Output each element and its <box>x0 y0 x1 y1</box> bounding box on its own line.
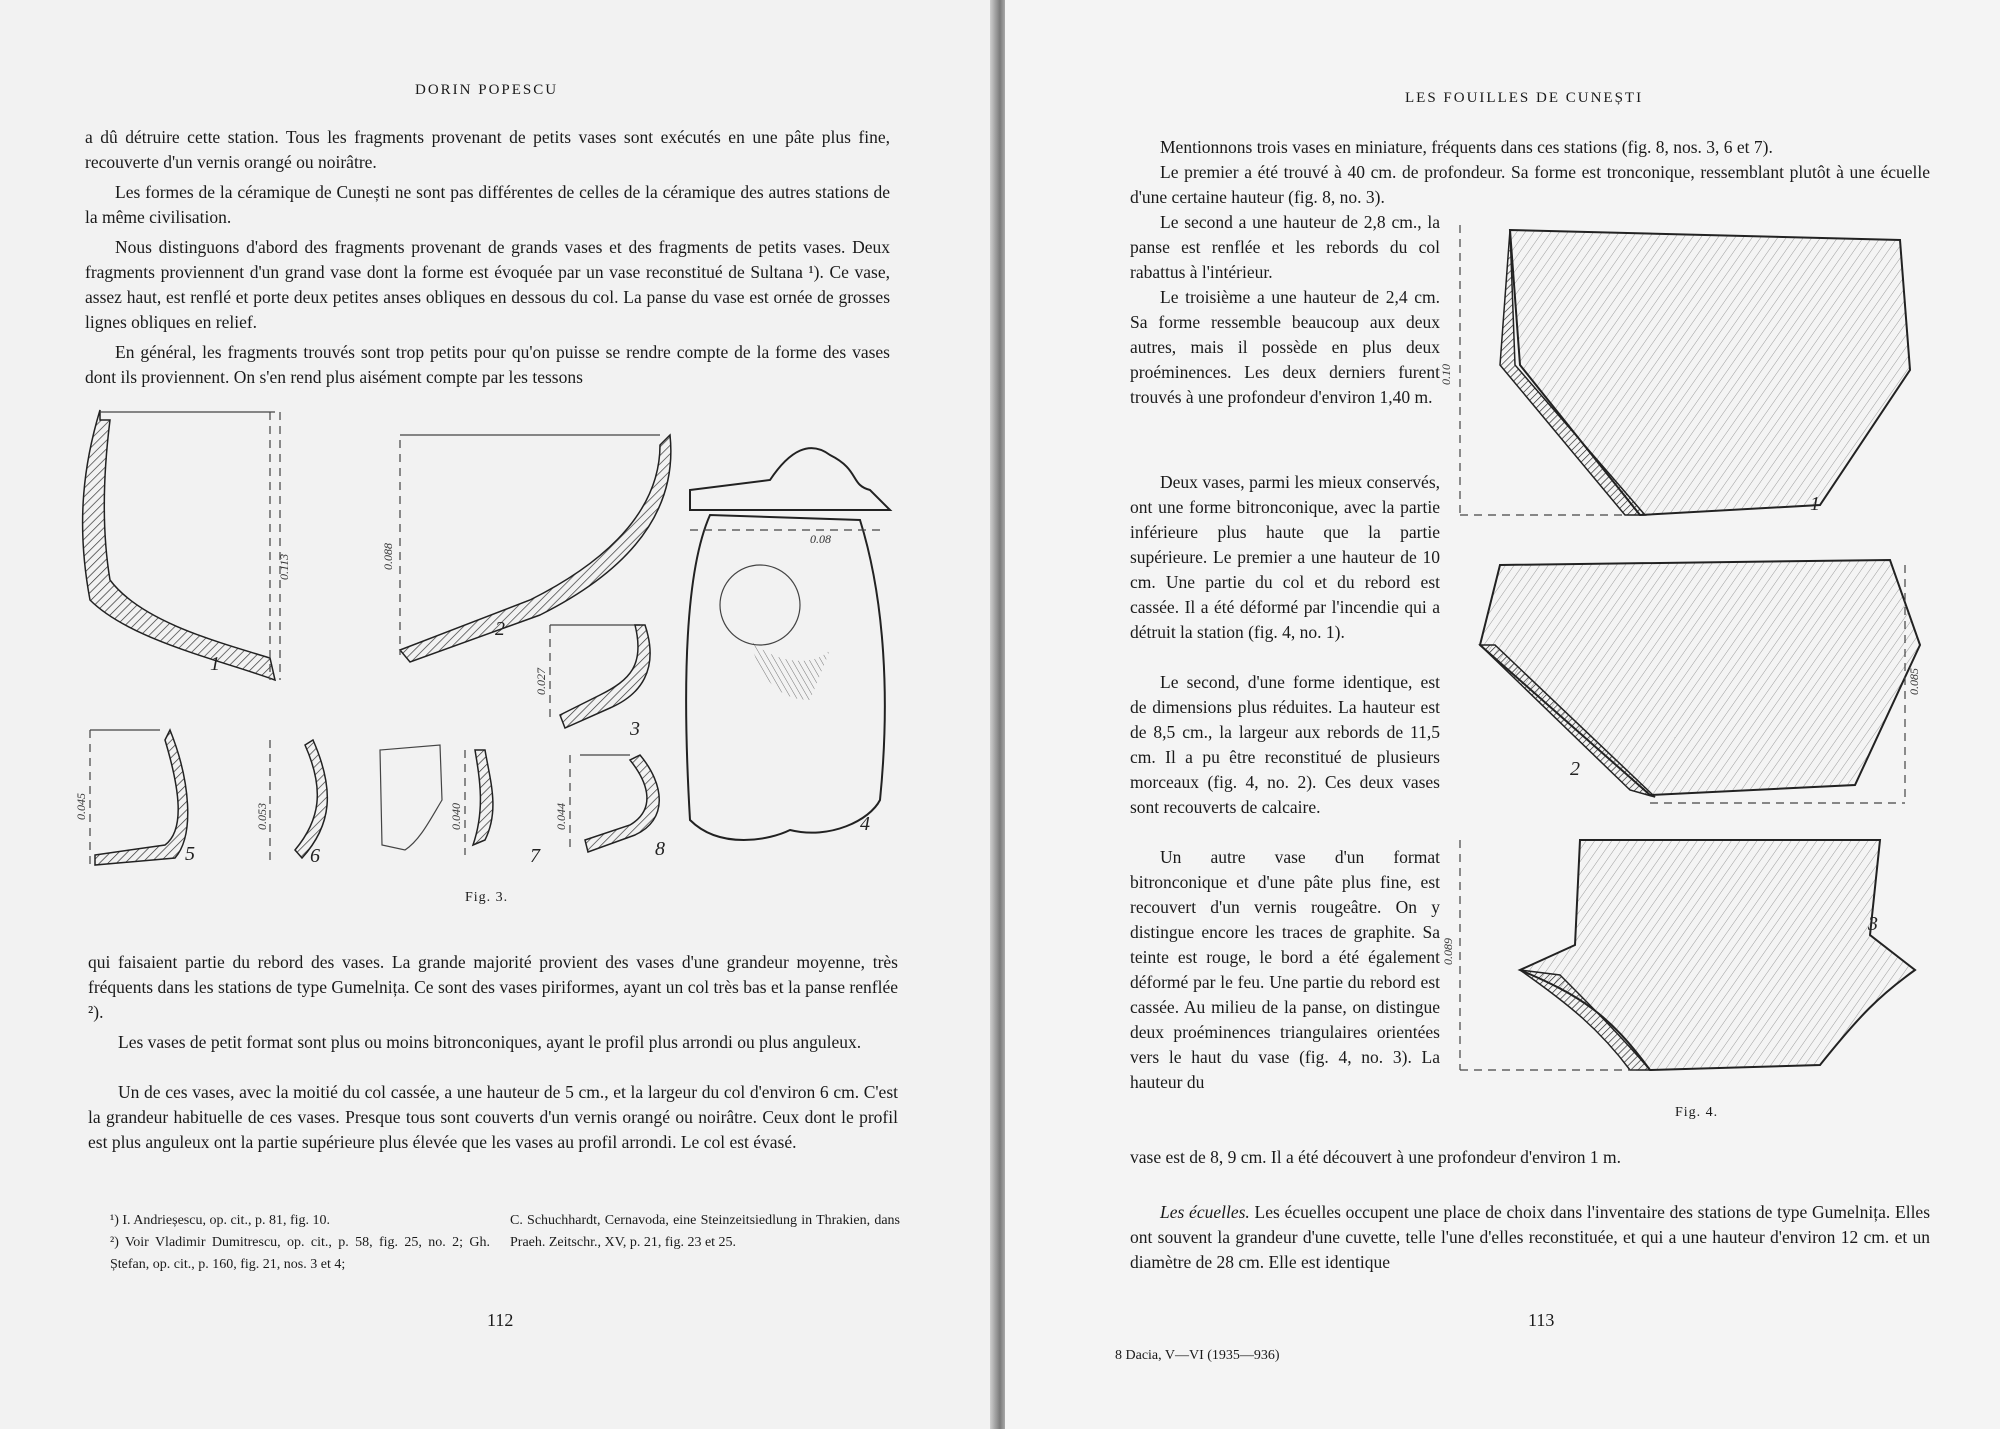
dimension-label: 0.089 <box>1441 938 1455 965</box>
dimension-label: 0.040 <box>449 803 463 830</box>
figure-label: 1 <box>1810 493 1820 515</box>
paragraph: Les formes de la céramique de Cunești ne sont pas différentes de celles de la céramique des autres stations de la même civilisation. <box>85 182 890 227</box>
fragment-1 <box>83 410 280 680</box>
section-heading: Les écuelles. <box>1160 1202 1250 1222</box>
paragraph: Un autre vase d'un format bitronconique et d'une pâte plus fine, est recouvert d'un vernis rougeâtre. On y distingue encore les traces de graphite. Sa teinte est rouge, le bord a été également déformé par le feu. Une partie du rebord est cassée. Au milieu de la panse, on distingue deux proéminences triangulaires orientées vers le haut du vase (fig. 4, no. 3). La hauteur du <box>1130 847 1440 1092</box>
figure-caption: Fig. 4. <box>1675 1105 1719 1120</box>
figure-label: 5 <box>185 843 195 865</box>
running-head: DORIN POPESCU <box>415 82 559 98</box>
dimension-label: 0.08 <box>810 532 831 546</box>
paragraph: qui faisaient partie du rebord des vases. La grande majorité provient des vases d'une grandeur moyenne, très fréquents dans les stations de type Gumelnița. Ce sont des vases piriformes, ayant un col très bas et la panse renflée ²). <box>88 952 898 1022</box>
figure-label: 3 <box>1868 913 1878 935</box>
dimension-label: 0.053 <box>255 803 269 830</box>
dimension-label: 0.10 <box>1439 364 1453 385</box>
fragment-5 <box>90 730 188 865</box>
figure-label: 2 <box>1570 758 1580 780</box>
paragraph: Deux vases, parmi les mieux conservés, ont une forme bitronconique, avec la partie inférieure plus haute que la partie supérieure. Le premier a une hauteur de 10 cm. Une partie du col et du rebord est cassée. Il a été déformé par l'incendie qui a détruit la station (fig. 4, no. 1). <box>1130 472 1440 642</box>
vase-2 <box>1480 560 1921 803</box>
figure-label: 4 <box>860 813 870 835</box>
paragraph: Les vases de petit format sont plus ou moins bitronconiques, ayant le profil plus arrondi ou plus anguleux. <box>118 1032 862 1052</box>
section-text: Les écuelles occupent une place de choix dans l'inventaire des stations de type Gumelnița. Elles ont souvent la grandeur d'une cuvette, telle l'une d'elles reconstituée, et qui a une hauteur d'environ 12 cm. et un diamètre de 28 cm. Elle est identique <box>1130 1202 1931 1272</box>
paragraph: Le second, d'une forme identique, est de dimensions plus réduites. La hauteur est de 8,5 cm., la largeur aux rebords de 11,5 cm. Il a pu être reconstitué de plusieurs morceaux (fig. 4, no. 2). Ces deux vases sont recouverts de calcaire. <box>1130 672 1440 817</box>
footnote-continued: C. Schuchhardt, Cernavoda, eine Steinzeitsiedlung in Thrakien, dans Praeh. Zeitschr., XV, p. 21, fig. 23 et 25. <box>510 1213 900 1250</box>
fragment-8 <box>570 755 659 852</box>
paragraph: Le second a une hauteur de 2,8 cm., la panse est renflée et les rebords du col rabattus à l'intérieur. <box>1130 212 1440 282</box>
dimension-label: 0.113 <box>277 553 291 580</box>
section-paragraph <box>1130 1200 1930 1275</box>
fragment-3 <box>550 625 650 728</box>
page-number: 112 <box>487 1310 514 1330</box>
figure-3-drawing <box>70 400 950 880</box>
footnote-1: ¹) I. Andrieșescu, op. cit., p. 81, fig. 10. <box>110 1213 330 1228</box>
figure-label: 3 <box>630 718 640 740</box>
paragraph: Un de ces vases, avec la moitié du col cassée, a une hauteur de 5 cm., et la largeur du col d'environ 6 cm. C'est la grandeur habituelle de ces vases. Presque tous sont couverts d'un vernis orangé ou noirâtre. Ceux dont le profil est plus anguleux ont la partie supérieure plus élevée que les vases au profil arrondi. Le col est évasé. <box>88 1082 898 1152</box>
figure-label: 7 <box>530 845 540 867</box>
left-page <box>0 0 995 1429</box>
figure-caption: Fig. 3. <box>465 890 509 905</box>
running-head: LES FOUILLES DE CUNEȘTI <box>1405 90 1644 106</box>
footnote <box>110 1210 490 1276</box>
fragment-6 <box>270 740 327 860</box>
vase-1 <box>1439 225 1910 515</box>
vase-3 <box>1441 840 1915 1070</box>
figure-label: 8 <box>655 838 665 860</box>
page-number: 113 <box>1528 1310 1555 1330</box>
right-page <box>1005 0 2000 1429</box>
fragment-7 <box>380 745 493 855</box>
figure-label: 2 <box>495 618 505 640</box>
paragraph: Le premier a été trouvé à 40 cm. de profondeur. Sa forme est tronconique, ressemblant plutôt à une écuelle d'une certaine hauteur (fig. 8, no. 3). <box>1130 162 1930 207</box>
paragraph: vase est de 8, 9 cm. Il a été découvert à une profondeur d'environ 1 m. <box>1130 1147 1622 1167</box>
dimension-label: 0.088 <box>381 543 395 570</box>
printer-signature: 8 Dacia, V—VI (1935—936) <box>1115 1348 1280 1363</box>
dimension-label: 0.044 <box>554 803 568 830</box>
paragraph: Mentionnons trois vases en miniature, fréquents dans ces stations (fig. 8, nos. 3, 6 et 7). <box>1160 137 1773 157</box>
paragraph: Nous distinguons d'abord des fragments provenant de grands vases et des fragments de petits vases. Deux fragments proviennent d'un grand vase dont la forme est évoquée par un vase reconstitué de Sultana ¹). Ce vase, assez haut, est renflé et porte deux petites anses obliques en dessous du col. La panse du vase est ornée de grosses lignes obliques en relief. <box>85 237 890 332</box>
figure-label: 1 <box>210 653 220 675</box>
paragraph: En général, les fragments trouvés sont trop petits pour qu'on puisse se rendre compte de la forme des vases dont ils proviennent. On s'en rend plus aisément compte par les tessons <box>85 342 890 387</box>
figure-label: 6 <box>310 845 320 867</box>
dimension-label: 0.085 <box>1907 668 1921 695</box>
dimension-label: 0.045 <box>74 793 88 820</box>
figure-4-drawing <box>1439 215 1930 1095</box>
fragment-4 <box>686 448 890 840</box>
footnote-2: ²) Voir Vladimir Dumitrescu, op. cit., p. 58, fig. 25, no. 2; Gh. Ștefan, op. cit., p. 160, fig. 21, nos. 3 et 4; <box>110 1235 490 1272</box>
fragment-2 <box>400 435 671 662</box>
paragraph: Le troisième a une hauteur de 2,4 cm. Sa forme ressemble beaucoup aux deux autres, mais il possède en plus deux proéminences. Les deux derniers furent trouvés à une profondeur d'environ 1,40 m. <box>1130 287 1440 407</box>
dimension-label: 0.027 <box>534 668 548 695</box>
paragraph: a dû détruire cette station. Tous les fragments provenant de petits vases sont exécutés en une pâte plus fine, recouverte d'un vernis orangé ou noirâtre. <box>85 127 890 172</box>
